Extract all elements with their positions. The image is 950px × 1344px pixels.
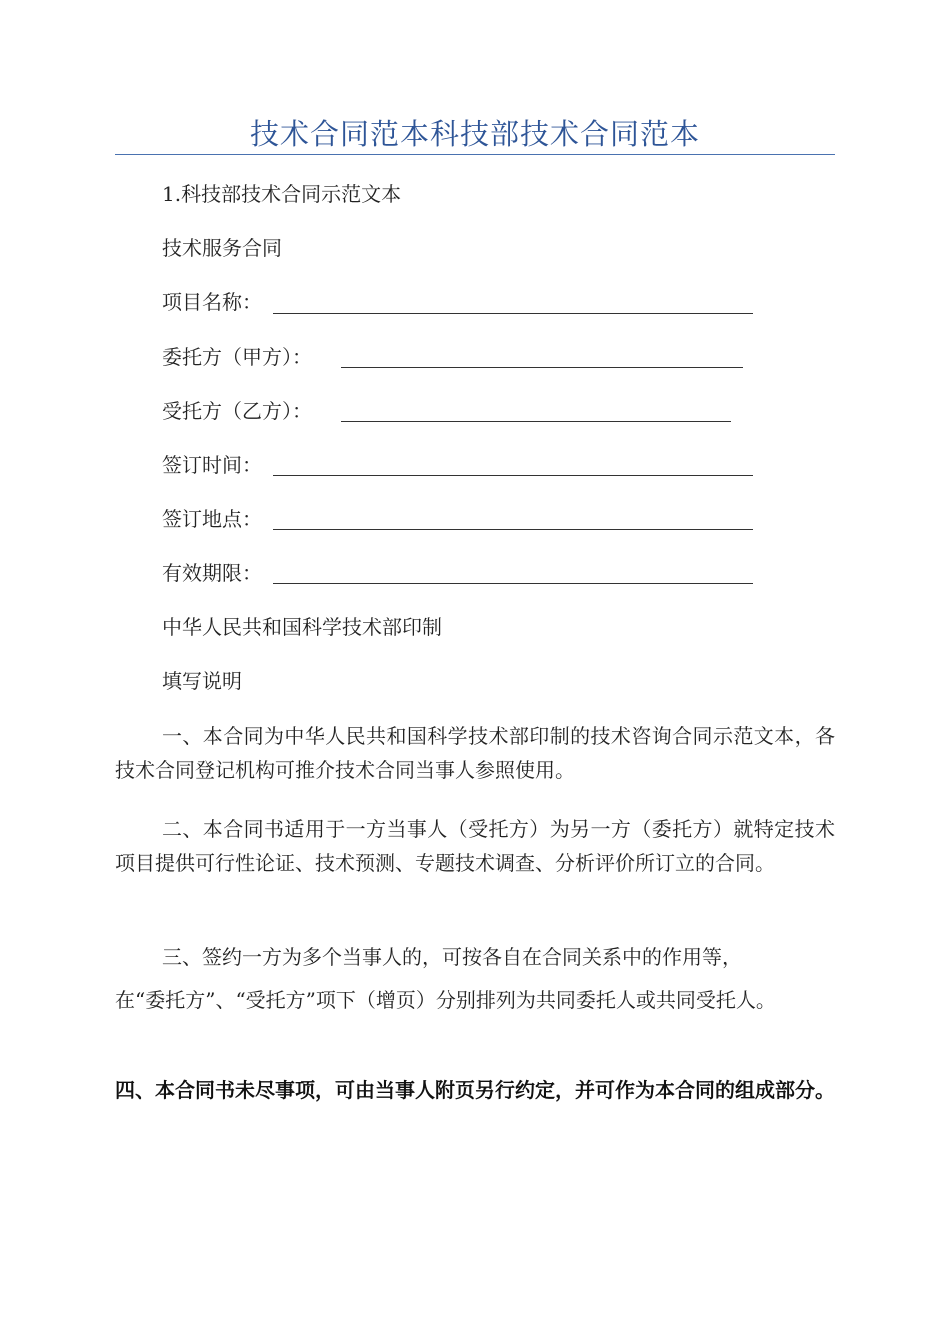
field-label-signing-place: 签订地点： — [162, 507, 262, 531]
field-label-validity: 有效期限： — [162, 561, 262, 585]
title-underline — [115, 154, 835, 155]
validity-blank[interactable] — [273, 583, 753, 584]
publisher-line: 中华人民共和国科学技术部印制 — [162, 615, 442, 639]
field-label-project-name: 项目名称： — [162, 290, 262, 314]
signing-place-blank[interactable] — [273, 529, 753, 530]
section-heading: 1.科技部技术合同示范文本 — [162, 182, 402, 206]
instruction-paragraph-2: 二、本合同书适用于一方当事人（受托方）为另一方（委托方）就特定技术项目提供可行性论证、技术预测、专题技术调查、分析评价所订立的合同。 — [115, 817, 835, 875]
instructions-heading: 填写说明 — [162, 669, 242, 693]
signing-date-blank[interactable] — [273, 475, 753, 476]
contractor-blank[interactable] — [341, 421, 731, 422]
instruction-paragraph-3-continued: 在“委托方”、“受托方”项下（增页）分别排列为共同委托人或共同受托人。 — [115, 988, 776, 1012]
field-label-signing-date: 签订时间： — [162, 453, 262, 477]
field-label-contractor: 受托方（乙方）： — [162, 399, 312, 423]
instruction-paragraph-4: 四、本合同书未尽事项，可由当事人附页另行约定，并可作为本合同的组成部分。 — [115, 1078, 835, 1102]
instruction-paragraph-1: 一、本合同为中华人民共和国科学技术部印制的技术咨询合同示范文本，各技术合同登记机构可推介技术合同当事人参照使用。 — [115, 724, 835, 782]
field-label-client: 委托方（甲方）： — [162, 345, 312, 369]
project-name-blank[interactable] — [273, 313, 753, 314]
instruction-paragraph-3: 三、签约一方为多个当事人的，可按各自在合同关系中的作用等， — [162, 945, 742, 969]
contract-type: 技术服务合同 — [162, 236, 282, 260]
client-blank[interactable] — [341, 367, 743, 368]
document-title: 技术合同范本科技部技术合同范本 — [249, 117, 700, 151]
